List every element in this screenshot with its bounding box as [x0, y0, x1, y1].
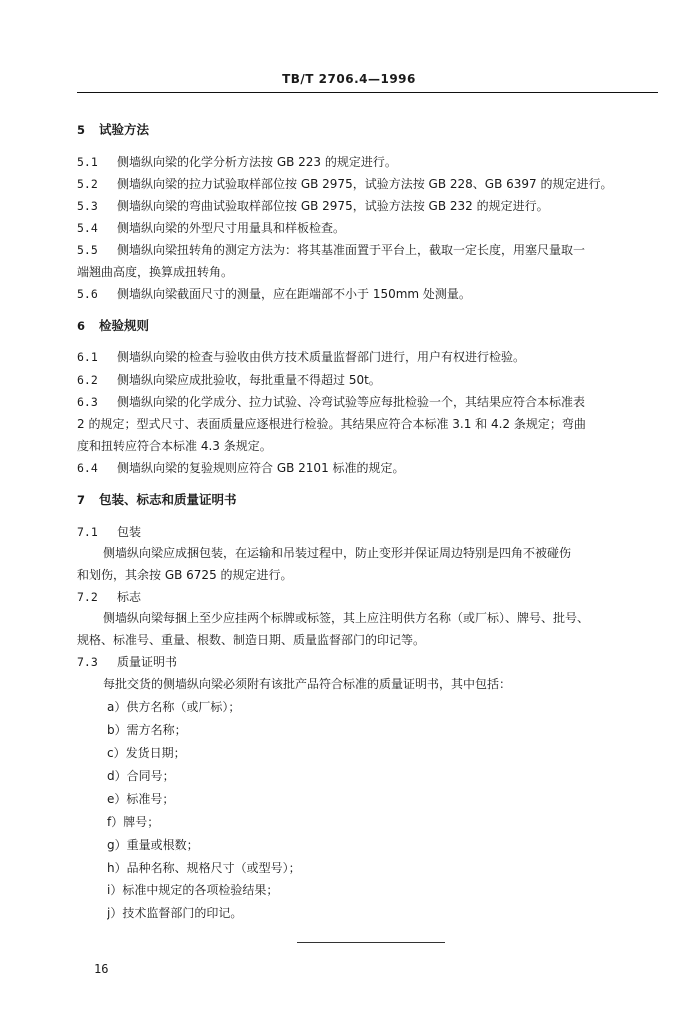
clause-text: 侧墙纵向梁应成批验收，每批重量不得超过 50t。 [117, 373, 381, 387]
clause-number: 5.6 [77, 287, 98, 301]
clause-number: 7.2 [77, 590, 98, 604]
clause-5-4 [77, 220, 662, 236]
clause-7-3-title [77, 654, 662, 670]
clause-6-4 [77, 460, 662, 476]
clause-number: 5.2 [77, 177, 98, 191]
clause-7-2-line1 [103, 610, 688, 626]
clause-text: 度和扭转应符合本标准 4.3 条规定。 [77, 439, 272, 453]
clause-6-3 [77, 394, 662, 410]
clause-text: 侧墙纵向梁的拉力试验取样部位按 GB 2975，试验方法按 GB 228、GB 6397 的规定进行。 [117, 177, 613, 191]
clause-number: 7.3 [77, 655, 98, 669]
list-item: i）标准中规定的各项检验结果； [107, 883, 279, 897]
clause-5-1 [77, 154, 662, 170]
list-item: a）供方名称（或厂标）； [107, 700, 241, 714]
clause-number: 6.4 [77, 461, 98, 475]
list-item: d）合同号； [107, 769, 175, 783]
clause-7-1-title [77, 524, 662, 540]
clause-number: 6.1 [77, 350, 98, 364]
list-item: h）品种名称、规格尺寸（或型号）； [107, 861, 301, 875]
clause-text: 每批交货的侧墙纵向梁必须附有该批产品符合标准的质量证明书，其中包括： [103, 677, 512, 691]
clause-6-3-cont2 [77, 438, 662, 454]
clause-number: 6.2 [77, 373, 98, 387]
clause-text: 侧墙纵向梁扭转角的测定方法为：将其基准面置于平台上，截取一定长度，用塞尺量取一 [117, 243, 586, 257]
clause-number: 7.1 [77, 525, 98, 539]
clause-text: 2 的规定；型式尺寸、表面质量应逐根进行检验。其结果应符合本标准 3.1 和 4.2 条规定；弯曲 [77, 417, 586, 431]
section-5-heading [77, 122, 662, 138]
section-7-heading [77, 492, 662, 508]
clause-text: 端翘曲高度，换算成扭转角。 [77, 265, 234, 279]
list-item: j）技术监督部门的印记。 [107, 906, 243, 920]
list-item: e）标准号； [107, 792, 175, 806]
clause-6-1 [77, 349, 662, 365]
section-number: 6 [77, 319, 86, 333]
clause-text: 侧墙纵向梁的弯曲试验取样部位按 GB 2975，试验方法按 GB 232 的规定进行。 [117, 199, 549, 213]
clause-5-3 [77, 198, 662, 214]
clause-5-6 [77, 286, 662, 302]
clause-number: 5.1 [77, 155, 98, 169]
clause-title: 标志 [117, 590, 142, 604]
clause-title: 质量证明书 [117, 655, 178, 669]
clause-6-3-cont1 [77, 416, 662, 432]
list-item: b）需方名称； [107, 723, 187, 737]
clause-7-3-intro [103, 676, 688, 692]
clause-text: 侧墙纵向梁的化学成分、拉力试验、冷弯试验等应每批检验一个，其结果应符合本标准表 [117, 395, 586, 409]
list-item: g）重量或根数； [107, 838, 199, 852]
clause-number: 5.5 [77, 243, 98, 257]
section-title: 检验规则 [99, 318, 150, 333]
clause-number: 5.3 [77, 199, 98, 213]
end-rule [297, 942, 445, 943]
clause-6-2 [77, 372, 662, 388]
clause-5-5 [77, 242, 662, 258]
clause-text: 侧墙纵向梁应成捆包装，在运输和吊装过程中，防止变形并保证周边特别是四角不被碰伤 [103, 546, 572, 560]
clause-title: 包装 [117, 525, 142, 539]
clause-7-1-line1 [103, 545, 688, 561]
clause-text: 侧墙纵向梁的复验规则应符合 GB 2101 标准的规定。 [117, 461, 405, 475]
clause-number: 6.3 [77, 395, 98, 409]
clause-text: 规格、标准号、重量、根数、制造日期、质量监督部门的印记等。 [77, 633, 426, 647]
section-number: 5 [77, 123, 86, 137]
section-6-heading [77, 318, 662, 334]
page-number: 16 [94, 962, 109, 976]
clause-text: 和划伤，其余按 GB 6725 的规定进行。 [77, 568, 293, 582]
list-item: f）牌号； [107, 815, 160, 829]
standard-header: TB/T 2706.4—1996 [282, 72, 416, 86]
clause-5-2 [77, 176, 662, 192]
section-title: 包装、标志和质量证明书 [99, 492, 237, 507]
clause-text: 侧墙纵向梁的检查与验收由供方技术质量监督部门进行，用户有权进行检验。 [117, 350, 526, 364]
list-item: c）发货日期； [107, 746, 186, 760]
clause-7-1-line2 [77, 567, 662, 583]
clause-text: 侧墙纵向梁截面尺寸的测量，应在距端部不小于 150mm 处测量。 [117, 287, 471, 301]
clause-text: 侧墙纵向梁每捆上至少应挂两个标牌或标签，其上应注明供方名称（或厂标）、牌号、批号、 [103, 611, 590, 625]
clause-text: 侧墙纵向梁的外型尺寸用量具和样板检查。 [117, 221, 346, 235]
header-rule [77, 92, 658, 93]
clause-5-5-cont [77, 264, 662, 280]
section-number: 7 [77, 493, 86, 507]
clause-text: 侧墙纵向梁的化学分析方法按 GB 223 的规定进行。 [117, 155, 397, 169]
clause-7-2-line2 [77, 632, 662, 648]
clause-number: 5.4 [77, 221, 98, 235]
clause-7-2-title [77, 589, 662, 605]
section-title: 试验方法 [99, 122, 150, 137]
